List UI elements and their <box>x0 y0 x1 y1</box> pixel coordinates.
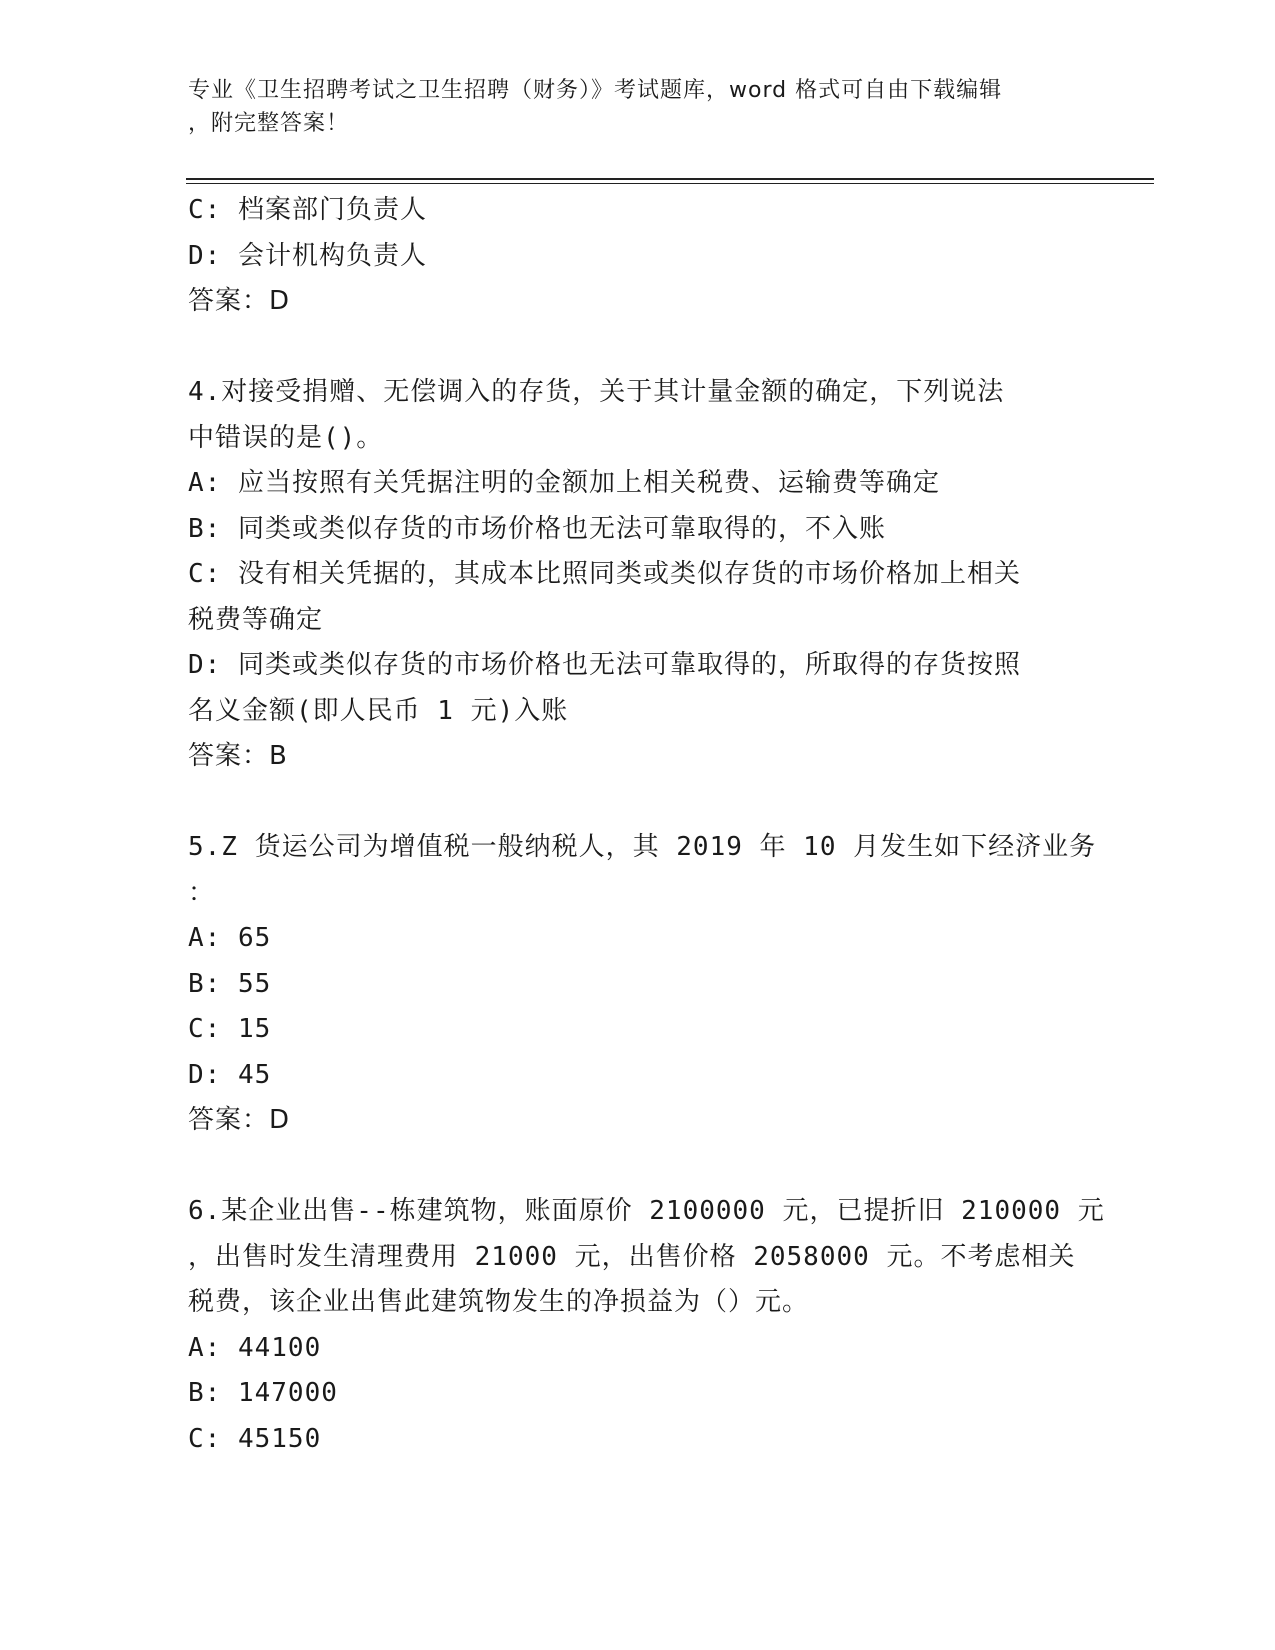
question-4 <box>188 370 1088 780</box>
option-b: B: 147000 <box>188 1378 338 1408</box>
question-stem: 6.某企业出售--栋建筑物，账面原价 2100000 元，已提折旧 210000 元 <box>188 1196 1105 1226</box>
option-c-cont: 税费等确定 <box>188 604 324 635</box>
header-line-1: 专业《卫生招聘考试之卫生招聘（财务）》考试题库，word 格式可自由下载编辑 <box>188 78 1003 103</box>
option-b: B: 同类或类似存货的市场价格也无法可靠取得的，不入账 <box>188 513 886 544</box>
option-c: C: 15 <box>188 1014 272 1044</box>
option-a: A: 65 <box>188 923 272 953</box>
option-c: C: 45150 <box>188 1423 322 1454</box>
option-b: B: 55 <box>188 968 272 999</box>
answer: 答案：B <box>188 741 288 771</box>
question-stem-cont: ，出售时发生清理费用 21000 元，出售价格 2058000 元。不考虑相关 <box>188 1241 1076 1272</box>
question-6 <box>188 1189 1105 1462</box>
option-a: A: 应当按照有关凭据注明的金额加上相关税费、运输费等确定 <box>188 468 940 498</box>
header-line-2: ，附完整答案！ <box>188 111 350 136</box>
document-body <box>188 188 1105 1462</box>
question-stem-cont: ： <box>188 877 216 908</box>
option-c: C: 没有相关凭据的，其成本比照同类或类似存货的市场价格加上相关 <box>188 559 1021 589</box>
question-stem: 5.Z 货运公司为增值税一般纳税人，其 2019 年 10 月发生如下经济业务 <box>188 832 1097 862</box>
option-d: D: 45 <box>188 1059 272 1090</box>
answer: 答案：D <box>188 286 291 316</box>
answer: 答案：D <box>188 1105 291 1135</box>
option-d-cont: 名义金额(即人民币 1 元)入账 <box>188 695 569 726</box>
option-c: C: 档案部门负责人 <box>188 195 427 225</box>
document-header <box>188 74 1068 140</box>
header-divider-thick <box>186 178 1154 180</box>
question-stem-cont: 中错误的是()。 <box>188 422 384 453</box>
header-divider-thin <box>186 183 1154 184</box>
question-5 <box>188 825 1097 1144</box>
question-stem-cont-2: 税费，该企业出售此建筑物发生的净损益为（）元。 <box>188 1287 810 1317</box>
option-d: D: 同类或类似存货的市场价格也无法可靠取得的，所取得的存货按照 <box>188 650 1021 680</box>
option-a: A: 44100 <box>188 1332 322 1363</box>
option-d: D: 会计机构负责人 <box>188 240 427 271</box>
question-3 <box>188 188 1088 325</box>
question-stem: 4.对接受捐赠、无偿调入的存货，关于其计量金额的确定，下列说法 <box>188 377 1005 407</box>
